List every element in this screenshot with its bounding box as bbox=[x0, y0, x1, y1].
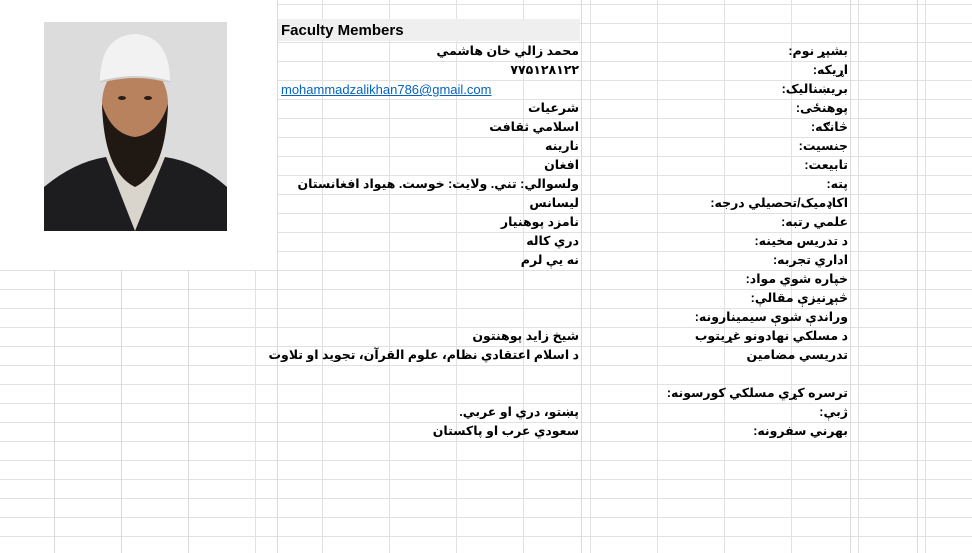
row-value[interactable] bbox=[278, 270, 581, 289]
row-label[interactable]: څانګه: bbox=[810, 120, 848, 134]
row-value[interactable] bbox=[278, 365, 581, 384]
grid-column-line bbox=[917, 0, 918, 553]
row-label[interactable]: بریښنالیک: bbox=[781, 82, 848, 96]
row-value[interactable]: ۷۷۵۱۲۸۱۲۲ bbox=[510, 63, 579, 77]
row-label[interactable]: اداري تجربه: bbox=[772, 253, 848, 267]
row-value[interactable] bbox=[278, 384, 581, 403]
row-value[interactable]: افغان bbox=[544, 158, 579, 172]
grid-column-line bbox=[850, 0, 851, 553]
row-value[interactable]: نارینه bbox=[545, 139, 579, 153]
row-value[interactable]: پښتو، دري او عربي. bbox=[459, 405, 579, 419]
row-value[interactable] bbox=[278, 308, 581, 327]
row-label[interactable]: ترسره کړي مسلکي کورسونه: bbox=[666, 386, 848, 400]
row-label[interactable]: جنسیت: bbox=[798, 139, 848, 153]
row-label[interactable]: ژبې: bbox=[819, 405, 848, 419]
row-value[interactable]: نه یې لرم bbox=[520, 253, 579, 267]
row-label[interactable]: وراندې شوې سیمینارونه: bbox=[694, 310, 848, 324]
row-value[interactable] bbox=[278, 289, 581, 308]
photo-cell-area bbox=[0, 0, 277, 270]
row-value[interactable]: شیخ زاید پوهنتون bbox=[472, 329, 579, 343]
row-value[interactable]: شرعیات bbox=[528, 101, 579, 115]
row-label[interactable]: پته: bbox=[826, 177, 848, 191]
row-label[interactable] bbox=[582, 365, 850, 384]
row-label[interactable]: خپاره شوي مواد: bbox=[745, 272, 848, 286]
row-label[interactable]: علمي رتبه: bbox=[781, 215, 848, 229]
row-value[interactable]: اسلامي ثقافت bbox=[489, 120, 579, 134]
row-label[interactable]: د مسلکي نهادونو غړیتوب bbox=[694, 329, 848, 343]
row-value[interactable]: نامزد پوهنیار bbox=[500, 215, 579, 229]
row-label[interactable]: تدریسي مضامین bbox=[746, 348, 848, 362]
row-value[interactable]: دري کاله bbox=[526, 234, 579, 248]
row-label[interactable]: اړیکه: bbox=[812, 63, 848, 77]
row-value[interactable]: سعودي عرب او پاکستان bbox=[432, 424, 579, 438]
profile-photo[interactable] bbox=[44, 22, 227, 231]
row-label[interactable]: بشپړ نوم: bbox=[788, 44, 848, 58]
row-value[interactable]: محمد زالي خان هاشمي bbox=[436, 44, 579, 58]
row-label[interactable]: څېړنیزې مقالې: bbox=[750, 291, 848, 305]
row-value[interactable]: د اسلام اعتقادي نظام، علوم القرآن، تجوید او تلاوت bbox=[268, 348, 579, 362]
row-label[interactable]: اکاډمیک/تحصیلي درجه: bbox=[710, 196, 848, 210]
row-value[interactable]: ولسوالي: تني. ولایت: خوست. هیواد افغانستان bbox=[297, 177, 579, 191]
sheet-title[interactable]: Faculty Members bbox=[278, 19, 580, 41]
row-label[interactable]: تابیعت: bbox=[804, 158, 848, 172]
row-label[interactable]: پوهنځی: bbox=[795, 101, 848, 115]
row-label[interactable]: د تدریس مخینه: bbox=[754, 234, 848, 248]
row-value[interactable]: لیسانس bbox=[529, 196, 579, 210]
email-link[interactable]: mohammadzalikhan786@gmail.com bbox=[281, 82, 492, 97]
email-cell[interactable] bbox=[278, 80, 581, 99]
row-label[interactable]: بهرني سفرونه: bbox=[753, 424, 848, 438]
